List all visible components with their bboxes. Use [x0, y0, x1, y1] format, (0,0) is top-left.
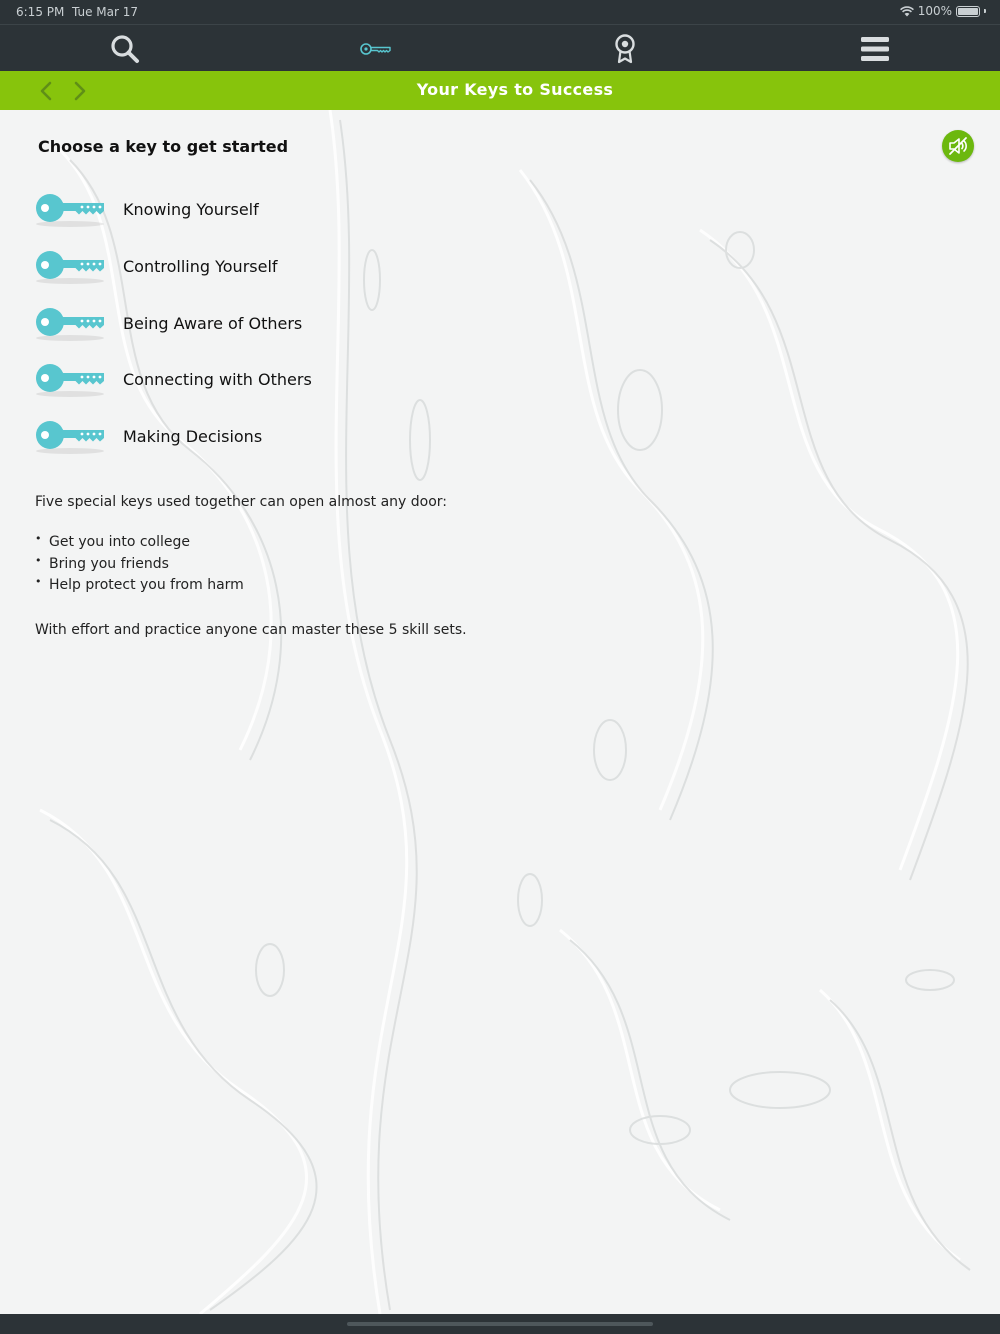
choose-key-heading: Choose a key to get started: [38, 137, 289, 156]
key-icon: [34, 192, 106, 228]
list-item: • Get you into college: [35, 532, 244, 554]
key-icon: [34, 249, 106, 285]
list-item: • Help protect you from harm: [35, 575, 244, 597]
chevron-left-icon: [39, 81, 53, 101]
key-icon: [34, 306, 106, 342]
title-bar: [0, 71, 1000, 110]
top-nav-bar: [0, 24, 1000, 72]
chevron-right-icon: [73, 81, 87, 101]
key-icon: [34, 362, 106, 398]
battery-percentage: 100%: [917, 4, 952, 18]
key-item-being-aware-of-others[interactable]: [34, 302, 354, 346]
key-item-knowing-yourself[interactable]: [34, 188, 354, 232]
status-time: 6:15 PM: [16, 5, 65, 19]
closing-text: With effort and practice anyone can master these 5 skill sets.: [35, 622, 467, 638]
menu-button[interactable]: [845, 25, 905, 72]
home-bar: [0, 1314, 1000, 1334]
key-label: Making Decisions: [123, 427, 263, 446]
intro-text: Five special keys used together can open almost any door:: [35, 494, 448, 510]
hamburger-menu-icon: [860, 35, 890, 63]
keys-tab-button[interactable]: [346, 25, 406, 72]
status-indicators: [900, 4, 986, 18]
key-item-controlling-yourself[interactable]: [34, 245, 354, 289]
battery-icon: [956, 6, 980, 17]
mute-sound-button[interactable]: [942, 130, 974, 162]
back-arrow-button[interactable]: [34, 79, 58, 103]
wifi-icon: [900, 6, 914, 17]
award-ribbon-icon: [614, 34, 636, 64]
status-date: Tue Mar 17: [72, 5, 139, 19]
battery-cap: [984, 9, 986, 13]
forward-arrow-button[interactable]: [68, 79, 92, 103]
home-indicator[interactable]: [347, 1322, 653, 1326]
list-item: • Bring you friends: [35, 554, 244, 576]
search-button[interactable]: [95, 25, 155, 72]
speaker-muted-icon: [947, 135, 969, 157]
key-icon: [34, 419, 106, 455]
key-item-making-decisions[interactable]: [34, 415, 354, 459]
key-label: Controlling Yourself: [123, 257, 278, 276]
bullet-list: [35, 532, 244, 597]
background-texture: [0, 110, 1000, 1314]
page-title: Your Keys to Success: [416, 80, 614, 99]
key-label: Knowing Yourself: [123, 200, 259, 219]
awards-button[interactable]: [595, 25, 655, 72]
key-label: Connecting with Others: [123, 370, 312, 389]
main-content: [0, 110, 1000, 1314]
key-label: Being Aware of Others: [123, 314, 303, 333]
search-icon: [110, 34, 140, 64]
key-icon: [360, 41, 392, 57]
key-item-connecting-with-others[interactable]: [34, 358, 354, 402]
status-bar: [0, 0, 1000, 24]
